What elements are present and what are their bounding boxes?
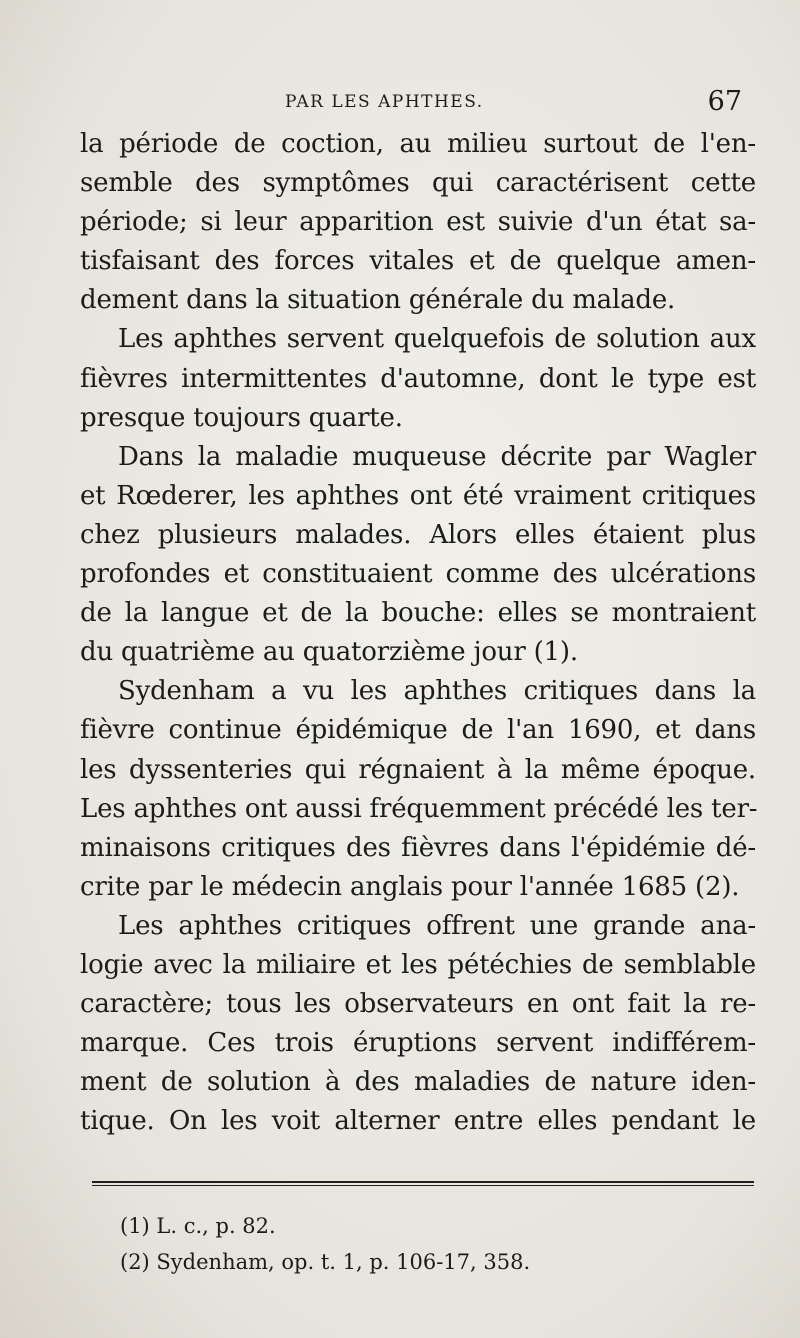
text-line: crite par le médecin anglais pour l'année 1685 (2). <box>80 871 740 902</box>
page-header <box>80 86 750 122</box>
page-number: 67 <box>707 86 742 117</box>
text-line: minaisons critiques des fièvres dans l'épidémie dé- <box>80 832 756 863</box>
text-line: la période de coction, au milieu surtout de l'en- <box>80 129 756 159</box>
text-line: dement dans la situation générale du malade. <box>80 285 676 316</box>
text-line: presque toujours quarte. <box>80 402 403 433</box>
text-line: Les aphthes critiques offrent une grande ana- <box>118 910 756 941</box>
footnote-2: (2) Sydenham, op. t. 1, p. 106-17, 358. <box>120 1250 531 1274</box>
running-head: PAR LES APHTHES. <box>285 92 484 112</box>
text-line: caractère; tous les observateurs en ont fait la re- <box>80 989 756 1020</box>
text-line: de la langue et de la bouche: elles se montraient <box>80 598 756 629</box>
text-line: du quatrième au quatorzième jour (1). <box>80 637 578 668</box>
footnote-divider <box>92 1181 754 1186</box>
text-line: semble des symptômes qui caractérisent cette <box>80 168 756 199</box>
text-line: marque. Ces trois éruptions servent indifférem- <box>80 1028 756 1059</box>
text-line: tique. On les voit alterner entre elles pendant le <box>80 1106 756 1137</box>
text-line: ment de solution à des maladies de nature iden- <box>80 1067 756 1098</box>
text-line: fièvres intermittentes d'automne, dont le type est <box>80 363 756 394</box>
text-line: profondes et constituaient comme des ulcérations <box>80 559 756 590</box>
text-line: Sydenham a vu les aphthes critiques dans la <box>118 676 756 707</box>
text-line: fièvre continue épidémique de l'an 1690, et dans <box>80 715 756 746</box>
text-line: tisfaisant des forces vitales et de quelque amen- <box>80 246 756 277</box>
text-line: Les aphthes ont aussi fréquemment précédé les ter- <box>80 793 758 824</box>
text-line: les dyssenteries qui régnaient à la même époque. <box>80 754 756 785</box>
text-line: logie avec la miliaire et les pétéchies de semblable <box>80 949 756 980</box>
text-line: et Rœderer, les aphthes ont été vraiment critiques <box>80 480 756 511</box>
footnote-1: (1) L. c., p. 82. <box>120 1214 276 1238</box>
text-line: chez plusieurs malades. Alors elles étaient plus <box>80 519 756 550</box>
text-line: Les aphthes servent quelquefois de solution aux <box>118 324 756 355</box>
body-text <box>80 125 756 1141</box>
text-line: Dans la maladie muqueuse décrite par Wagler <box>118 441 756 472</box>
footnotes <box>120 1208 760 1280</box>
text-line: période; si leur apparition est suivie d'un état sa- <box>80 207 756 238</box>
